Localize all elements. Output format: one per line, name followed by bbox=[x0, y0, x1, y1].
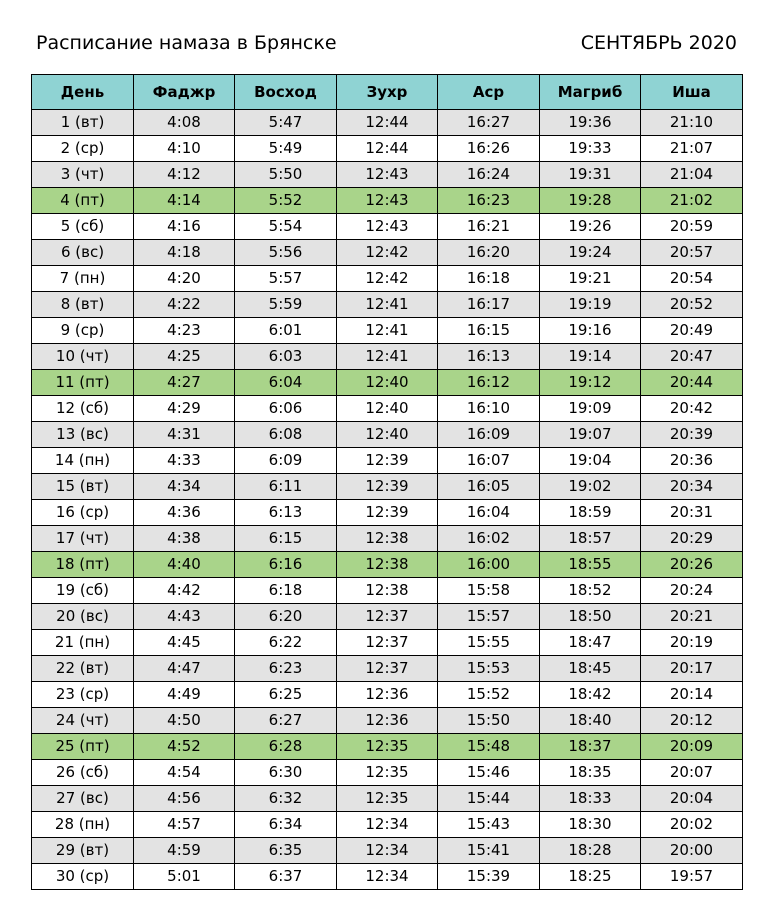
table-row bbox=[32, 240, 743, 266]
cell-zuhr: 12:38 bbox=[337, 526, 438, 552]
cell-asr: 16:26 bbox=[438, 136, 540, 162]
table-row bbox=[32, 188, 743, 214]
cell-asr: 16:13 bbox=[438, 344, 540, 370]
cell-fajr: 4:38 bbox=[134, 526, 235, 552]
cell-sunrise: 6:06 bbox=[235, 396, 337, 422]
column-header-zuhr: Зухр bbox=[337, 75, 438, 110]
cell-maghrib: 18:42 bbox=[540, 682, 641, 708]
cell-sunrise: 6:30 bbox=[235, 760, 337, 786]
cell-fajr: 4:08 bbox=[134, 110, 235, 136]
table-row bbox=[32, 318, 743, 344]
cell-fajr: 4:31 bbox=[134, 422, 235, 448]
cell-sunrise: 6:27 bbox=[235, 708, 337, 734]
table-row bbox=[32, 630, 743, 656]
cell-maghrib: 19:36 bbox=[540, 110, 641, 136]
cell-asr: 16:17 bbox=[438, 292, 540, 318]
table-row bbox=[32, 682, 743, 708]
cell-maghrib: 19:09 bbox=[540, 396, 641, 422]
cell-sunrise: 6:32 bbox=[235, 786, 337, 812]
cell-sunrise: 6:13 bbox=[235, 500, 337, 526]
cell-zuhr: 12:37 bbox=[337, 656, 438, 682]
cell-fajr: 4:27 bbox=[134, 370, 235, 396]
cell-maghrib: 19:19 bbox=[540, 292, 641, 318]
cell-fajr: 4:45 bbox=[134, 630, 235, 656]
cell-isha: 20:59 bbox=[641, 214, 743, 240]
cell-fajr: 4:42 bbox=[134, 578, 235, 604]
cell-maghrib: 19:26 bbox=[540, 214, 641, 240]
cell-isha: 20:34 bbox=[641, 474, 743, 500]
cell-asr: 15:46 bbox=[438, 760, 540, 786]
cell-isha: 20:52 bbox=[641, 292, 743, 318]
column-header-maghrib: Магриб bbox=[540, 75, 641, 110]
cell-zuhr: 12:35 bbox=[337, 760, 438, 786]
cell-sunrise: 6:01 bbox=[235, 318, 337, 344]
cell-asr: 16:07 bbox=[438, 448, 540, 474]
cell-sunrise: 6:20 bbox=[235, 604, 337, 630]
cell-isha: 20:57 bbox=[641, 240, 743, 266]
cell-day: 10 (чт) bbox=[32, 344, 134, 370]
cell-asr: 16:21 bbox=[438, 214, 540, 240]
month-label: СЕНТЯБРЬ 2020 bbox=[580, 32, 737, 54]
cell-zuhr: 12:35 bbox=[337, 786, 438, 812]
table-row bbox=[32, 266, 743, 292]
table-row bbox=[32, 812, 743, 838]
cell-isha: 20:17 bbox=[641, 656, 743, 682]
table-row bbox=[32, 760, 743, 786]
table-row bbox=[32, 734, 743, 760]
cell-isha: 21:04 bbox=[641, 162, 743, 188]
cell-sunrise: 6:16 bbox=[235, 552, 337, 578]
cell-day: 22 (вт) bbox=[32, 656, 134, 682]
cell-maghrib: 19:24 bbox=[540, 240, 641, 266]
table-row bbox=[32, 578, 743, 604]
cell-day: 1 (вт) bbox=[32, 110, 134, 136]
table-row bbox=[32, 162, 743, 188]
cell-isha: 19:57 bbox=[641, 864, 743, 890]
cell-maghrib: 18:57 bbox=[540, 526, 641, 552]
cell-zuhr: 12:41 bbox=[337, 344, 438, 370]
cell-isha: 20:54 bbox=[641, 266, 743, 292]
cell-asr: 15:50 bbox=[438, 708, 540, 734]
cell-isha: 20:29 bbox=[641, 526, 743, 552]
cell-fajr: 4:59 bbox=[134, 838, 235, 864]
cell-sunrise: 5:59 bbox=[235, 292, 337, 318]
cell-isha: 20:36 bbox=[641, 448, 743, 474]
cell-zuhr: 12:39 bbox=[337, 500, 438, 526]
table-row bbox=[32, 500, 743, 526]
cell-sunrise: 6:22 bbox=[235, 630, 337, 656]
cell-maghrib: 18:52 bbox=[540, 578, 641, 604]
cell-zuhr: 12:42 bbox=[337, 240, 438, 266]
cell-asr: 15:57 bbox=[438, 604, 540, 630]
table-row bbox=[32, 552, 743, 578]
cell-sunrise: 6:11 bbox=[235, 474, 337, 500]
cell-sunrise: 5:49 bbox=[235, 136, 337, 162]
cell-isha: 20:02 bbox=[641, 812, 743, 838]
cell-asr: 16:24 bbox=[438, 162, 540, 188]
cell-day: 8 (вт) bbox=[32, 292, 134, 318]
cell-sunrise: 5:52 bbox=[235, 188, 337, 214]
cell-asr: 16:20 bbox=[438, 240, 540, 266]
cell-zuhr: 12:43 bbox=[337, 188, 438, 214]
cell-fajr: 4:49 bbox=[134, 682, 235, 708]
cell-day: 9 (ср) bbox=[32, 318, 134, 344]
table-row bbox=[32, 396, 743, 422]
cell-maghrib: 18:47 bbox=[540, 630, 641, 656]
cell-maghrib: 19:28 bbox=[540, 188, 641, 214]
table-row bbox=[32, 344, 743, 370]
cell-fajr: 4:52 bbox=[134, 734, 235, 760]
cell-day: 13 (вс) bbox=[32, 422, 134, 448]
cell-zuhr: 12:43 bbox=[337, 162, 438, 188]
cell-maghrib: 18:28 bbox=[540, 838, 641, 864]
cell-maghrib: 19:21 bbox=[540, 266, 641, 292]
cell-isha: 21:02 bbox=[641, 188, 743, 214]
cell-fajr: 4:47 bbox=[134, 656, 235, 682]
cell-day: 30 (ср) bbox=[32, 864, 134, 890]
cell-day: 2 (ср) bbox=[32, 136, 134, 162]
cell-day: 26 (сб) bbox=[32, 760, 134, 786]
cell-maghrib: 18:35 bbox=[540, 760, 641, 786]
cell-asr: 16:02 bbox=[438, 526, 540, 552]
cell-sunrise: 6:35 bbox=[235, 838, 337, 864]
table-row bbox=[32, 370, 743, 396]
cell-isha: 20:49 bbox=[641, 318, 743, 344]
cell-sunrise: 6:03 bbox=[235, 344, 337, 370]
column-header-fajr: Фаджр bbox=[134, 75, 235, 110]
cell-sunrise: 6:09 bbox=[235, 448, 337, 474]
cell-asr: 16:04 bbox=[438, 500, 540, 526]
cell-day: 21 (пн) bbox=[32, 630, 134, 656]
cell-maghrib: 18:40 bbox=[540, 708, 641, 734]
cell-isha: 20:19 bbox=[641, 630, 743, 656]
cell-maghrib: 18:50 bbox=[540, 604, 641, 630]
cell-maghrib: 18:33 bbox=[540, 786, 641, 812]
cell-maghrib: 18:55 bbox=[540, 552, 641, 578]
table-row bbox=[32, 604, 743, 630]
cell-zuhr: 12:34 bbox=[337, 838, 438, 864]
cell-zuhr: 12:36 bbox=[337, 708, 438, 734]
cell-sunrise: 6:34 bbox=[235, 812, 337, 838]
table-row bbox=[32, 786, 743, 812]
table-row bbox=[32, 110, 743, 136]
cell-asr: 15:52 bbox=[438, 682, 540, 708]
table-header-row bbox=[32, 75, 743, 110]
cell-fajr: 4:29 bbox=[134, 396, 235, 422]
table-row bbox=[32, 422, 743, 448]
cell-asr: 16:09 bbox=[438, 422, 540, 448]
cell-zuhr: 12:44 bbox=[337, 136, 438, 162]
cell-day: 18 (пт) bbox=[32, 552, 134, 578]
cell-maghrib: 19:12 bbox=[540, 370, 641, 396]
cell-fajr: 4:54 bbox=[134, 760, 235, 786]
cell-zuhr: 12:39 bbox=[337, 448, 438, 474]
cell-day: 6 (вс) bbox=[32, 240, 134, 266]
cell-maghrib: 18:30 bbox=[540, 812, 641, 838]
table-row bbox=[32, 136, 743, 162]
cell-sunrise: 6:28 bbox=[235, 734, 337, 760]
cell-zuhr: 12:38 bbox=[337, 578, 438, 604]
cell-fajr: 4:14 bbox=[134, 188, 235, 214]
cell-day: 24 (чт) bbox=[32, 708, 134, 734]
cell-day: 25 (пт) bbox=[32, 734, 134, 760]
cell-zuhr: 12:40 bbox=[337, 370, 438, 396]
cell-zuhr: 12:34 bbox=[337, 864, 438, 890]
cell-zuhr: 12:41 bbox=[337, 318, 438, 344]
cell-isha: 20:47 bbox=[641, 344, 743, 370]
cell-sunrise: 5:50 bbox=[235, 162, 337, 188]
cell-sunrise: 6:04 bbox=[235, 370, 337, 396]
cell-isha: 20:42 bbox=[641, 396, 743, 422]
cell-asr: 15:43 bbox=[438, 812, 540, 838]
cell-maghrib: 19:07 bbox=[540, 422, 641, 448]
cell-fajr: 4:25 bbox=[134, 344, 235, 370]
cell-asr: 16:15 bbox=[438, 318, 540, 344]
cell-asr: 16:12 bbox=[438, 370, 540, 396]
cell-zuhr: 12:40 bbox=[337, 396, 438, 422]
cell-maghrib: 19:16 bbox=[540, 318, 641, 344]
cell-day: 12 (сб) bbox=[32, 396, 134, 422]
cell-zuhr: 12:37 bbox=[337, 630, 438, 656]
cell-day: 5 (сб) bbox=[32, 214, 134, 240]
cell-fajr: 4:57 bbox=[134, 812, 235, 838]
cell-fajr: 4:16 bbox=[134, 214, 235, 240]
cell-asr: 16:00 bbox=[438, 552, 540, 578]
cell-maghrib: 18:45 bbox=[540, 656, 641, 682]
cell-sunrise: 6:15 bbox=[235, 526, 337, 552]
cell-isha: 20:00 bbox=[641, 838, 743, 864]
cell-maghrib: 19:02 bbox=[540, 474, 641, 500]
cell-zuhr: 12:35 bbox=[337, 734, 438, 760]
cell-maghrib: 18:25 bbox=[540, 864, 641, 890]
cell-zuhr: 12:41 bbox=[337, 292, 438, 318]
cell-isha: 20:31 bbox=[641, 500, 743, 526]
cell-isha: 20:26 bbox=[641, 552, 743, 578]
cell-asr: 15:44 bbox=[438, 786, 540, 812]
page-title: Расписание намаза в Брянске bbox=[36, 32, 337, 54]
cell-sunrise: 6:08 bbox=[235, 422, 337, 448]
cell-zuhr: 12:40 bbox=[337, 422, 438, 448]
cell-day: 27 (вс) bbox=[32, 786, 134, 812]
cell-day: 28 (пн) bbox=[32, 812, 134, 838]
cell-asr: 15:41 bbox=[438, 838, 540, 864]
cell-maghrib: 18:59 bbox=[540, 500, 641, 526]
cell-sunrise: 6:37 bbox=[235, 864, 337, 890]
cell-day: 3 (чт) bbox=[32, 162, 134, 188]
cell-fajr: 4:43 bbox=[134, 604, 235, 630]
cell-isha: 20:07 bbox=[641, 760, 743, 786]
cell-asr: 16:18 bbox=[438, 266, 540, 292]
cell-maghrib: 19:04 bbox=[540, 448, 641, 474]
cell-fajr: 4:10 bbox=[134, 136, 235, 162]
cell-asr: 16:05 bbox=[438, 474, 540, 500]
table-row bbox=[32, 864, 743, 890]
cell-day: 14 (пн) bbox=[32, 448, 134, 474]
cell-zuhr: 12:37 bbox=[337, 604, 438, 630]
cell-zuhr: 12:44 bbox=[337, 110, 438, 136]
column-header-asr: Аср bbox=[438, 75, 540, 110]
cell-sunrise: 5:57 bbox=[235, 266, 337, 292]
cell-day: 7 (пн) bbox=[32, 266, 134, 292]
column-header-isha: Иша bbox=[641, 75, 743, 110]
cell-day: 20 (вс) bbox=[32, 604, 134, 630]
cell-fajr: 4:50 bbox=[134, 708, 235, 734]
cell-day: 4 (пт) bbox=[32, 188, 134, 214]
table-row bbox=[32, 656, 743, 682]
prayer-schedule-table bbox=[31, 74, 743, 890]
cell-asr: 15:39 bbox=[438, 864, 540, 890]
cell-asr: 15:48 bbox=[438, 734, 540, 760]
table-row bbox=[32, 292, 743, 318]
cell-day: 23 (ср) bbox=[32, 682, 134, 708]
cell-sunrise: 6:18 bbox=[235, 578, 337, 604]
cell-day: 16 (ср) bbox=[32, 500, 134, 526]
cell-isha: 20:24 bbox=[641, 578, 743, 604]
cell-asr: 15:58 bbox=[438, 578, 540, 604]
table-row bbox=[32, 708, 743, 734]
cell-day: 11 (пт) bbox=[32, 370, 134, 396]
cell-zuhr: 12:38 bbox=[337, 552, 438, 578]
cell-day: 17 (чт) bbox=[32, 526, 134, 552]
table-body bbox=[32, 110, 743, 890]
cell-isha: 20:44 bbox=[641, 370, 743, 396]
column-header-sunrise: Восход bbox=[235, 75, 337, 110]
cell-zuhr: 12:34 bbox=[337, 812, 438, 838]
cell-sunrise: 5:56 bbox=[235, 240, 337, 266]
cell-isha: 21:07 bbox=[641, 136, 743, 162]
cell-fajr: 5:01 bbox=[134, 864, 235, 890]
cell-isha: 21:10 bbox=[641, 110, 743, 136]
cell-fajr: 4:12 bbox=[134, 162, 235, 188]
cell-isha: 20:39 bbox=[641, 422, 743, 448]
table-row bbox=[32, 448, 743, 474]
cell-fajr: 4:33 bbox=[134, 448, 235, 474]
cell-asr: 15:55 bbox=[438, 630, 540, 656]
cell-sunrise: 5:47 bbox=[235, 110, 337, 136]
cell-isha: 20:09 bbox=[641, 734, 743, 760]
cell-zuhr: 12:42 bbox=[337, 266, 438, 292]
cell-day: 19 (сб) bbox=[32, 578, 134, 604]
cell-sunrise: 6:23 bbox=[235, 656, 337, 682]
cell-zuhr: 12:43 bbox=[337, 214, 438, 240]
cell-fajr: 4:36 bbox=[134, 500, 235, 526]
column-header-day: День bbox=[32, 75, 134, 110]
table-row bbox=[32, 838, 743, 864]
cell-sunrise: 5:54 bbox=[235, 214, 337, 240]
cell-fajr: 4:20 bbox=[134, 266, 235, 292]
cell-day: 15 (вт) bbox=[32, 474, 134, 500]
cell-isha: 20:12 bbox=[641, 708, 743, 734]
cell-isha: 20:21 bbox=[641, 604, 743, 630]
cell-fajr: 4:56 bbox=[134, 786, 235, 812]
table-row bbox=[32, 526, 743, 552]
cell-fajr: 4:23 bbox=[134, 318, 235, 344]
cell-asr: 16:10 bbox=[438, 396, 540, 422]
cell-maghrib: 19:31 bbox=[540, 162, 641, 188]
cell-zuhr: 12:36 bbox=[337, 682, 438, 708]
cell-maghrib: 19:33 bbox=[540, 136, 641, 162]
cell-asr: 16:23 bbox=[438, 188, 540, 214]
cell-asr: 15:53 bbox=[438, 656, 540, 682]
cell-zuhr: 12:39 bbox=[337, 474, 438, 500]
cell-isha: 20:14 bbox=[641, 682, 743, 708]
cell-asr: 16:27 bbox=[438, 110, 540, 136]
cell-day: 29 (вт) bbox=[32, 838, 134, 864]
table-row bbox=[32, 214, 743, 240]
cell-maghrib: 19:14 bbox=[540, 344, 641, 370]
cell-fajr: 4:40 bbox=[134, 552, 235, 578]
cell-isha: 20:04 bbox=[641, 786, 743, 812]
cell-fajr: 4:18 bbox=[134, 240, 235, 266]
table-row bbox=[32, 474, 743, 500]
cell-maghrib: 18:37 bbox=[540, 734, 641, 760]
cell-fajr: 4:34 bbox=[134, 474, 235, 500]
cell-sunrise: 6:25 bbox=[235, 682, 337, 708]
cell-fajr: 4:22 bbox=[134, 292, 235, 318]
